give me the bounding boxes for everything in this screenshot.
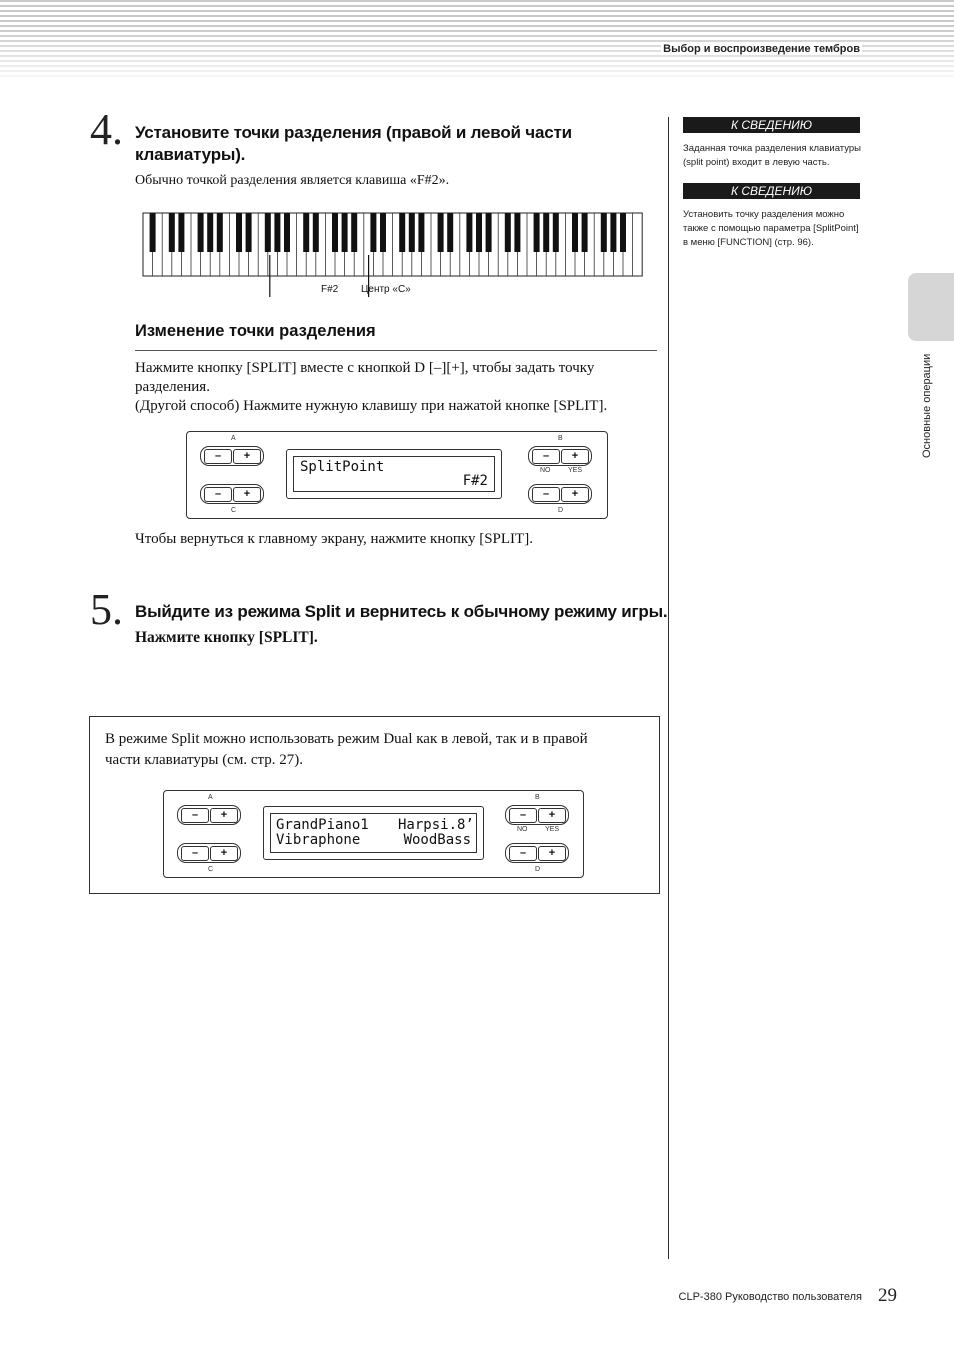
panel-label-no: NO — [540, 467, 551, 474]
button-d-minus[interactable]: – — [532, 487, 560, 502]
button-pair-d — [528, 484, 592, 504]
running-header: Выбор и воспроизведение тембров — [663, 43, 860, 55]
panel2-label-c: C — [208, 866, 214, 873]
button-pair-c — [200, 484, 264, 504]
lcd-frame — [286, 449, 502, 499]
info-text-line1: В режиме Split можно использовать режим Dual как в левой, так и в правой — [105, 731, 588, 747]
black-key — [169, 213, 175, 252]
button2-pair-d — [505, 843, 569, 863]
button-a-plus[interactable]: + — [233, 449, 261, 464]
black-key — [466, 213, 472, 252]
black-key — [553, 213, 559, 252]
step-number-4: 4. — [90, 105, 123, 154]
black-key — [514, 213, 520, 252]
button2-c-plus[interactable]: + — [210, 846, 238, 861]
page-number: 29 — [878, 1285, 897, 1306]
black-key — [313, 213, 319, 252]
lcd2-row2-left: Vibraphone — [276, 832, 361, 848]
header-stripes — [0, 0, 954, 78]
panel-label-a: A — [231, 435, 236, 442]
button-b-plus[interactable]: + — [561, 449, 589, 464]
black-key — [303, 213, 309, 252]
note2-line1: Установить точку разделения можно — [683, 209, 845, 220]
black-key — [207, 213, 213, 252]
return-instruction: Чтобы вернуться к главному экрану, нажмите кнопку [SPLIT]. — [135, 531, 533, 547]
panel-label-c: C — [231, 507, 237, 514]
para-line3: (Другой способ) Нажмите нужную клавишу при нажатой кнопке [SPLIT]. — [135, 398, 608, 414]
button-pair-a — [200, 446, 264, 466]
black-key — [236, 213, 242, 252]
black-key — [198, 213, 204, 252]
button2-a-plus[interactable]: + — [210, 808, 238, 823]
lcd2-row2-right: WoodBass — [403, 832, 471, 848]
step-4-text: Обычно точкой разделения является клавиша «F#2». — [135, 173, 450, 188]
step-4-title-line1: Установите точки разделения (правой и левой части — [135, 123, 572, 142]
lcd-line1: SplitPoint — [300, 459, 385, 475]
button2-pair-a — [177, 805, 241, 825]
black-key — [601, 213, 607, 252]
button-d-plus[interactable]: + — [561, 487, 589, 502]
para-line1: Нажмите кнопку [SPLIT] вместе с кнопкой D [–][+], чтобы задать точку — [135, 360, 595, 376]
section-tab — [908, 273, 954, 341]
black-key — [409, 213, 415, 252]
black-key — [351, 213, 357, 252]
lcd-screen — [293, 456, 495, 492]
panel-label-d: D — [558, 507, 564, 514]
black-key — [543, 213, 549, 252]
black-key — [505, 213, 511, 252]
button2-pair-b — [505, 805, 569, 825]
lcd2-row1-right: Harpsi.8’ — [398, 817, 474, 833]
panel2-label-d: D — [535, 866, 541, 873]
step-number-5: 5. — [90, 585, 123, 634]
black-key — [582, 213, 588, 252]
black-key — [332, 213, 338, 252]
panel2-label-b: B — [535, 794, 540, 801]
button-b-minus[interactable]: – — [532, 449, 560, 464]
black-key — [418, 213, 424, 252]
black-key — [572, 213, 578, 252]
column-divider — [668, 117, 669, 1259]
para-line2: разделения. — [135, 379, 210, 395]
button-c-minus[interactable]: – — [204, 487, 232, 502]
lcd-line2: F#2 — [462, 473, 488, 489]
black-key — [265, 213, 271, 252]
lcd2-frame — [263, 806, 484, 860]
button-c-plus[interactable]: + — [233, 487, 261, 502]
black-key — [620, 213, 626, 252]
panel2-label-a: A — [208, 794, 213, 801]
center-c-label: Центр «C» — [361, 284, 411, 295]
black-key — [342, 213, 348, 252]
black-key — [217, 213, 223, 252]
footer-manual-title: CLP-380 Руководство пользователя — [678, 1291, 862, 1303]
black-key — [178, 213, 184, 252]
black-key — [610, 213, 616, 252]
panel2-label-no: NO — [517, 826, 528, 833]
black-key — [284, 213, 290, 252]
note1-title: К СВЕДЕНИЮ — [683, 117, 860, 133]
black-key — [534, 213, 540, 252]
button-a-minus[interactable]: – — [204, 449, 232, 464]
panel-label-b: B — [558, 435, 563, 442]
black-key — [447, 213, 453, 252]
control-panel-split — [186, 431, 608, 519]
black-key — [274, 213, 280, 252]
panel-label-yes: YES — [568, 467, 583, 474]
black-key — [476, 213, 482, 252]
step-5-instruction: Нажмите кнопку [SPLIT]. — [135, 629, 318, 646]
button2-c-minus[interactable]: – — [181, 846, 209, 861]
button-pair-b — [528, 446, 592, 466]
black-key — [399, 213, 405, 252]
info-text-line2: части клавиатуры (см. стр. 27). — [105, 752, 303, 768]
black-key — [370, 213, 376, 252]
note2-line2: также с помощью параметра [SplitPoint] — [683, 223, 859, 234]
note1-line1: Заданная точка разделения клавиатуры — [683, 143, 861, 154]
black-key — [486, 213, 492, 252]
lcd2-screen — [270, 813, 477, 853]
step-5-title: Выйдите из режима Split и вернитесь к обычному режиму игры. — [135, 602, 668, 621]
button2-a-minus[interactable]: – — [181, 808, 209, 823]
note1-line2: (split point) входит в левую часть. — [683, 157, 830, 168]
button2-pair-c — [177, 843, 241, 863]
black-key — [246, 213, 252, 252]
control-panel-dual — [163, 790, 584, 878]
subheading-rule — [135, 350, 657, 351]
black-key — [380, 213, 386, 252]
note2-title: К СВЕДЕНИЮ — [683, 183, 860, 199]
black-key — [438, 213, 444, 252]
subheading-change-split: Изменение точки разделения — [135, 322, 376, 340]
step-4-title-line2: клавиатуры). — [135, 145, 246, 164]
section-tab-label: Основные операции — [921, 353, 933, 458]
black-key — [150, 213, 156, 252]
button2-d-plus[interactable]: + — [538, 846, 566, 861]
split-key-label: F#2 — [321, 284, 339, 295]
button2-b-plus[interactable]: + — [538, 808, 566, 823]
panel2-label-yes: YES — [545, 826, 560, 833]
button2-b-minus[interactable]: – — [509, 808, 537, 823]
lcd2-row1-left: GrandPiano1 — [276, 817, 369, 833]
note2-line3: в меню [FUNCTION] (стр. 96). — [683, 237, 814, 248]
button2-d-minus[interactable]: – — [509, 846, 537, 861]
